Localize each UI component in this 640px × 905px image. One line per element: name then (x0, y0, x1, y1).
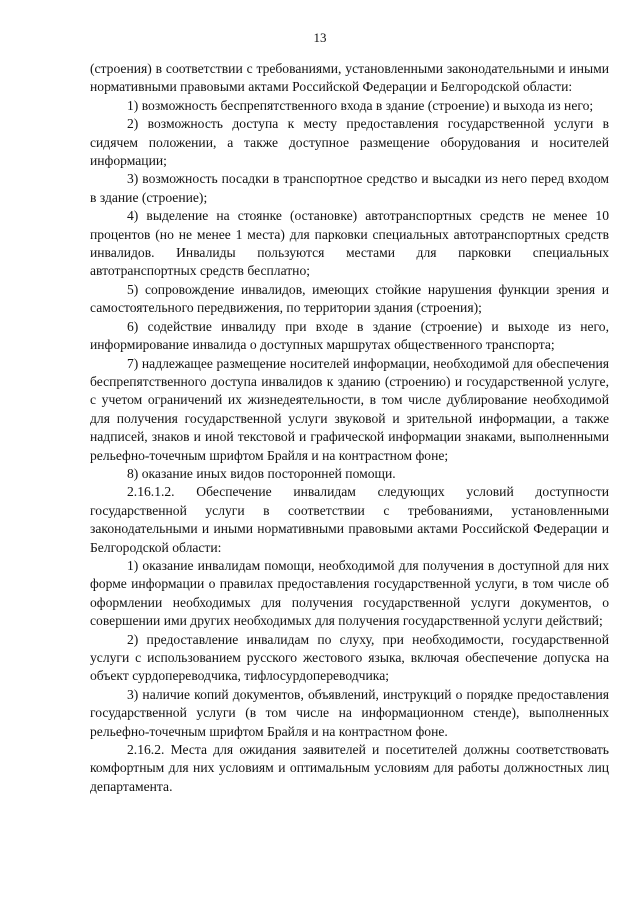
paragraph-intro: (строения) в соответствии с требованиями, установленными законодательными и иными нормативными правовыми актами Российской Федерации и Белгородской области: (90, 61, 609, 95)
section-2-16-2: 2.16.2. Места для ожидания заявителей и посетителей должны соответствовать комфортным для них условиям и оптимальным условиям для работы должностных лиц департамента. (90, 742, 609, 794)
list-item-entry-assistance: 6) содействие инвалиду при входе в здание (строение) и выходе из него, информирование инвалида о доступных маршрутах общественного транспорта; (90, 318, 609, 353)
list-item-escort: 5) сопровождение инвалидов, имеющих стойкие нарушения функции зрения и самостоятельного передвижения, по территории здания (строения); (90, 281, 609, 316)
section-2-16-1-2: 2.16.1.2. Обеспечение инвалидам следующих условий доступности государственной услуги в соответствии с требованиями, установленными законодательными и иными нормативными правовыми актами Российской Федерации и Белгородской области: (90, 484, 609, 555)
list-item-sign-language: 2) предоставление инвалидам по слуху, при необходимости, государственной услуги с использованием русского жестового языка, включая обеспечение допуска на объект сурдопереводчика, тифлосурдопереводчика; (90, 631, 609, 684)
document-body (90, 60, 609, 796)
list-item-entrance: 1) возможность беспрепятственного входа в здание (строение) и выхода из него; (127, 97, 594, 113)
list-item-parking: 4) выделение на стоянке (остановке) автотранспортных средств не менее 10 процентов (но не менее 1 места) для парковки специальных автотранспортных средств инвалидов. Инвалиды пользуются местами для парковки специальных автотранспортных средств бесплатно; (90, 208, 609, 279)
list-item-information-carriers: 7) надлежащее размещение носителей информации, необходимой для обеспечения беспрепятственного доступа инвалидов к зданию (строению) и государственной услуге, с учетом ограничений их жизнедеятельности, в том числе дублирование необходимой для получения государственной услуги звуковой и зрительной информации, а также надписей, знаков и иной текстовой и графической информации знаками, выполненными рельефно-точечным шрифтом Брайля и на контрастном фоне; (90, 355, 609, 463)
page-number: 13 (313, 30, 327, 45)
list-item-transport-boarding: 3) возможность посадки в транспортное средство и высадки из него перед входом в здание (строение); (90, 171, 609, 205)
list-item-braille-copies: 3) наличие копий документов, объявлений, инструкций о порядке предоставления государственной услуги (в том числе на информационном стенде), выполненных рельефно-точечным шрифтом Брайля и на контрастном фоне. (90, 686, 609, 739)
list-item-other-assistance: 8) оказание иных видов посторонней помощи. (127, 465, 396, 481)
list-item-information-help: 1) оказание инвалидам помощи, необходимой для получения в доступной для них форме информации о правилах предоставления государственной услуги, в том числе об оформлении необходимых для получения государственной услуги документов, о совершении ими других необходимых для получения государственной услуги действий; (90, 557, 609, 629)
list-item-sitting-access: 2) возможность доступа к месту предоставления государственной услуги в сидячем положении, а также доступное размещение оборудования и носителей информации; (90, 116, 609, 169)
